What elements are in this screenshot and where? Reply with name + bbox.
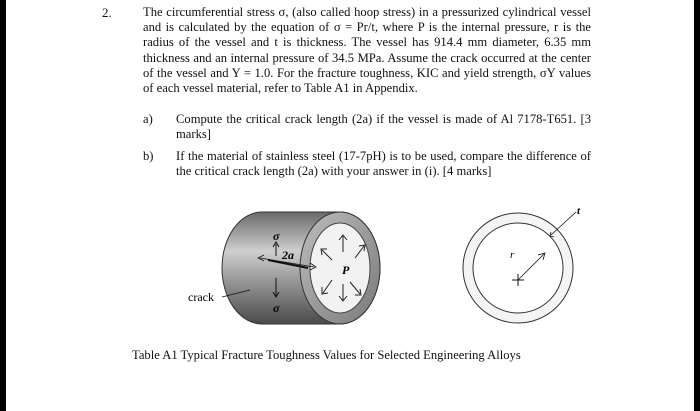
part-a bbox=[143, 112, 591, 143]
question-intro: The circumferential stress σ, (also called hoop stress) in a pressurized cylindrical vessel and is calculated by the equation of σ = Pr/t, where P is the internal pressure, r is the radius of the vessel and t is thickness. The vessel has 914.4 mm diameter, 6.35 mm thickness and an internal pressure of 34.5 MPa. Assume the crack occurred at the center of the vessel and Y = 1.0. For the fracture toughness, KIC and yield strength, σY values of each vessel material, refer to Table A1 in Appendix. bbox=[143, 5, 591, 96]
ring-cross-section bbox=[463, 205, 581, 323]
pressure-label: P bbox=[342, 263, 350, 277]
part-a-label: a) bbox=[143, 112, 153, 126]
crack-length-label: 2a bbox=[282, 248, 294, 262]
cylinder-drawing bbox=[222, 212, 380, 324]
radius-label: r bbox=[510, 249, 515, 261]
part-b-label: b) bbox=[143, 149, 154, 163]
sigma-top-label: σ bbox=[273, 229, 280, 243]
sigma-bottom-label: σ bbox=[273, 301, 280, 315]
crack-label: crack bbox=[188, 290, 214, 304]
thickness-label: t bbox=[577, 205, 581, 217]
part-b-text: If the material of stainless steel (17-7pH) is to be used, compare the difference of the critical crack length (2a) with your answer in (i). [4 marks] bbox=[176, 149, 591, 179]
part-b bbox=[143, 149, 591, 195]
part-a-text: Compute the critical crack length (2a) if the vessel is made of Al 7178-T651. [3 marks] bbox=[176, 112, 591, 142]
right-black-border bbox=[694, 0, 700, 411]
table-caption: Table A1 Typical Fracture Toughness Values for Selected Engineering Alloys bbox=[132, 348, 521, 362]
question-number: 2. bbox=[102, 5, 112, 20]
hoop-stress-figure bbox=[180, 200, 600, 332]
left-black-border bbox=[0, 0, 6, 411]
